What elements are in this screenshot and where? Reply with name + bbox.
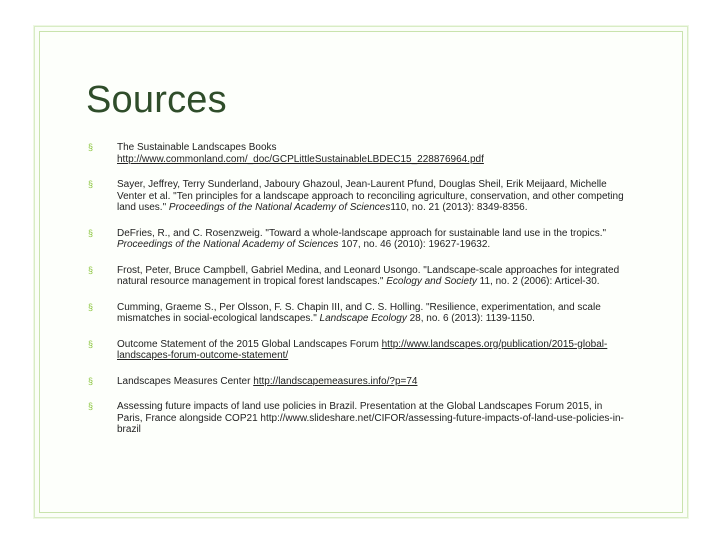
bullet-icon: §	[88, 301, 94, 312]
source-item	[88, 142, 628, 165]
source-item	[88, 228, 628, 251]
source-item	[88, 376, 628, 388]
bullet-icon: §	[88, 227, 94, 238]
source-text: The Sustainable Landscapes Books	[117, 142, 277, 153]
citation-detail: 110, no. 21 (2013): 8349-8356.	[390, 202, 528, 213]
citation-detail: 11, no. 2 (2006): Articel-30.	[476, 276, 600, 287]
bullet-icon: §	[88, 264, 94, 275]
source-item	[88, 179, 628, 214]
bullet-icon: §	[88, 401, 94, 411]
source-text: Frost, Peter, Bruce Campbell, Gabriel Medina, and Leonard Usongo. "Landscape-scale approaches for integrated natural resource management in tropical forest landscapes."	[117, 264, 620, 287]
bullet-icon: §	[88, 375, 94, 386]
source-item	[88, 401, 628, 436]
source-list	[88, 142, 628, 450]
bullet-icon: §	[88, 338, 94, 349]
bullet-icon: §	[88, 142, 94, 152]
journal-name: Proceedings of the National Academy of Sciences	[168, 202, 391, 213]
source-link[interactable]: http://landscapemeasures.info/?p=74	[253, 375, 418, 387]
source-text: DeFries, R., and C. Rosenzweig. "Toward a whole-landscape approach for sustainable land use in the tropics."	[117, 227, 607, 239]
source-text: Cumming, Graeme S., Per Olsson, F. S. Chapin III, and C. S. Holling. "Resilience, experimentation, and scale mismatches in social-ecological landscapes."	[117, 301, 601, 324]
source-item	[88, 302, 628, 325]
citation-detail: 107, no. 46 (2010): 19627-19632.	[338, 239, 491, 250]
bullet-icon: §	[88, 179, 94, 189]
source-text: Sayer, Jeffrey, Terry Sunderland, Jaboury Ghazoul, Jean-Laurent Pfund, Douglas Sheil, Erik Meijaard, Michelle Venter et al. "Ten principles for a landscape approach to reconciling agriculture, conservation, and other competing land uses."	[117, 179, 624, 213]
slide-title: Sources	[86, 79, 227, 121]
source-text: Assessing future impacts of land use policies in Brazil. Presentation at the Global Landscapes Forum 2015, in Paris, France alongside COP21 http://www.slideshare.net/CIFOR/assessing-future-impacts-of-land-use-policies-in-brazil	[117, 401, 624, 435]
source-item	[88, 265, 628, 288]
source-item	[88, 339, 628, 362]
source-text: Outcome Statement of the 2015 Global Landscapes Forum	[117, 338, 382, 350]
source-text: Landscapes Measures Center	[117, 375, 254, 387]
journal-name: Landscape Ecology	[319, 313, 407, 324]
source-link[interactable]: http://www.landscapes.org/publication/2015-global-landscapes-forum-outcome-statement/	[117, 338, 608, 361]
citation-detail: 28, no. 6 (2013): 1139-1150.	[406, 313, 535, 324]
journal-name: Proceedings of the National Academy of Sciences	[117, 239, 339, 250]
journal-name: Ecology and Society	[386, 276, 477, 287]
source-link[interactable]: http://www.commonland.com/_doc/GCPLittleSustainableLBDEC15_228876964.pdf	[117, 153, 484, 165]
